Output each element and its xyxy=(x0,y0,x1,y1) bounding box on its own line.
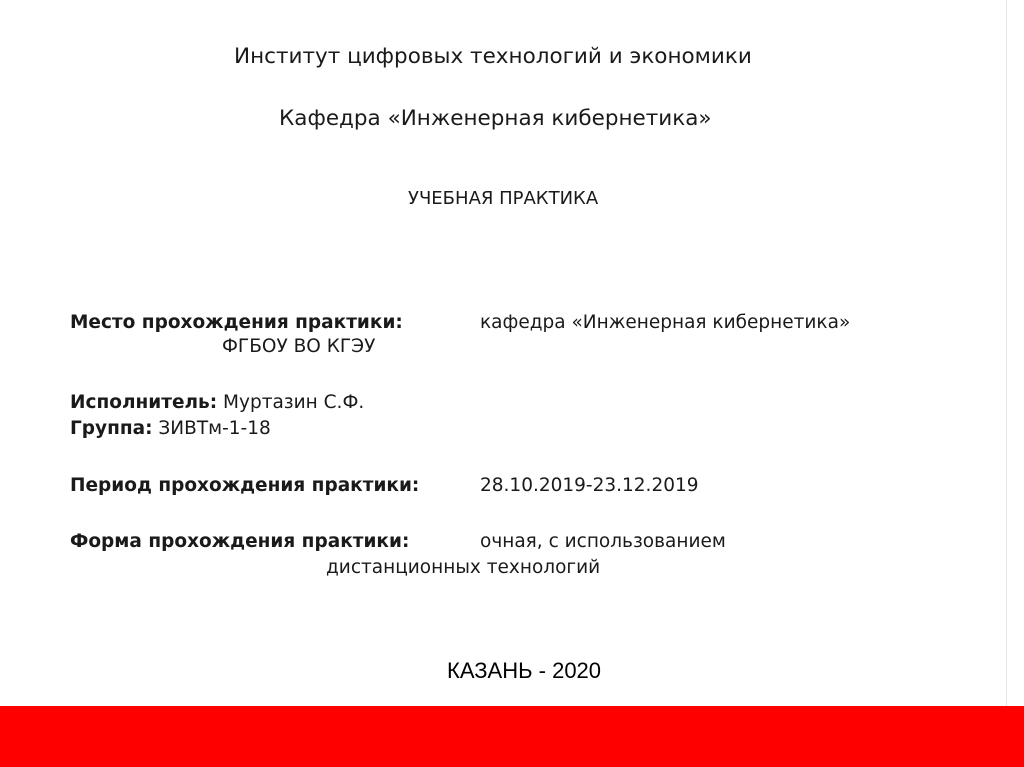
executor-label: Исполнитель: xyxy=(70,392,218,413)
place-organization: ФГБОУ ВО КГЭУ xyxy=(222,336,376,357)
institute-name: Институт цифровых технологий и экономики xyxy=(234,44,752,69)
department-name: Кафедра «Инженерная кибернетика» xyxy=(279,106,712,131)
place-label: Место прохождения практики: xyxy=(70,312,403,333)
period-label: Период прохождения практики: xyxy=(70,475,420,496)
group-value: ЗИВТм-1-18 xyxy=(152,418,271,439)
group-line xyxy=(70,418,271,439)
footer-red-bar xyxy=(0,706,1024,767)
period-value: 28.10.2019-23.12.2019 xyxy=(480,475,699,496)
city-year: КАЗАНЬ - 2020 xyxy=(447,658,602,683)
group-label: Группа: xyxy=(70,418,153,439)
slide-right-edge-rule xyxy=(1006,0,1007,706)
executor-line xyxy=(70,392,364,413)
practice-type-title: УЧЕБНАЯ ПРАКТИКА xyxy=(408,188,599,209)
form-value: очная, с использованием xyxy=(480,531,726,552)
form-label: Форма прохождения практики: xyxy=(70,531,410,552)
executor-value: Муртазин С.Ф. xyxy=(217,392,365,413)
place-value: кафедра «Инженерная кибернетика» xyxy=(480,312,851,333)
form-value-continued: дистанционных технологий xyxy=(326,557,601,578)
